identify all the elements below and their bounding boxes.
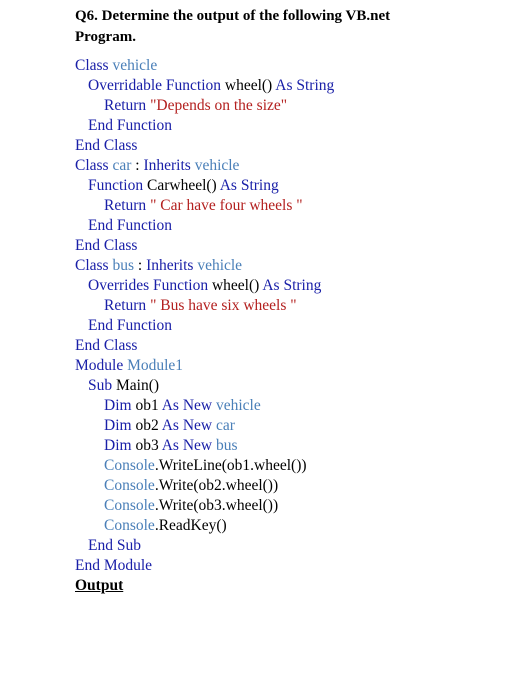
code-line xyxy=(75,496,334,516)
question-heading xyxy=(75,6,485,48)
code-token: .Write(ob3.wheel()) xyxy=(154,497,279,514)
code-token: Inherits xyxy=(146,257,198,274)
code-token: Return xyxy=(104,297,151,314)
code-token: .WriteLine(ob1.wheel()) xyxy=(154,457,307,474)
code-line xyxy=(75,416,334,436)
output-label: Output xyxy=(75,577,124,594)
code-listing xyxy=(75,56,334,596)
code-line xyxy=(75,436,334,456)
code-line xyxy=(75,316,334,336)
code-line xyxy=(75,456,334,476)
code-token: vehicle xyxy=(215,397,261,414)
code-token: ob3 xyxy=(135,437,162,454)
code-token: End Sub xyxy=(88,537,141,554)
code-line xyxy=(75,276,334,296)
code-token: Class xyxy=(75,257,113,274)
code-token: "Depends on the size" xyxy=(150,97,288,114)
code-line xyxy=(75,376,334,396)
code-token: End Function xyxy=(88,317,172,334)
code-token: Carwheel() xyxy=(147,177,220,194)
code-token: As String xyxy=(262,277,322,294)
code-token: End Class xyxy=(75,137,138,154)
question-title-line2: Program. xyxy=(75,29,136,45)
question-title-line1: Q6. Determine the output of the following VB.net xyxy=(75,8,391,24)
code-token: End Function xyxy=(88,217,172,234)
code-token: wheel() xyxy=(224,77,276,94)
code-token: Return xyxy=(104,197,151,214)
code-line xyxy=(75,356,334,376)
code-token: ob2 xyxy=(135,417,162,434)
code-token: .Write(ob2.wheel()) xyxy=(154,477,279,494)
code-token: Overrides Function xyxy=(88,277,212,294)
code-line xyxy=(75,56,334,76)
code-token: As String xyxy=(275,77,335,94)
code-token: Class xyxy=(75,157,113,174)
code-line xyxy=(75,96,334,116)
code-line xyxy=(75,136,334,156)
code-token: car xyxy=(112,157,132,174)
code-token: Console xyxy=(104,517,155,534)
code-token: ob1 xyxy=(135,397,162,414)
code-token: End Module xyxy=(75,557,153,574)
code-token: Dim xyxy=(104,397,136,414)
code-line xyxy=(75,116,334,136)
code-token: Console xyxy=(104,477,155,494)
code-token: : xyxy=(131,157,144,174)
code-token: As String xyxy=(219,177,279,194)
code-token: vehicle xyxy=(112,57,158,74)
code-token: End Function xyxy=(88,117,172,134)
code-line xyxy=(75,196,334,216)
code-token: End Class xyxy=(75,337,138,354)
code-line xyxy=(75,296,334,316)
code-token: End Class xyxy=(75,237,138,254)
code-line xyxy=(75,176,334,196)
code-token: Inherits xyxy=(143,157,195,174)
code-token: .ReadKey() xyxy=(154,517,227,534)
code-token: Dim xyxy=(104,437,136,454)
code-line xyxy=(75,156,334,176)
code-line xyxy=(75,256,334,276)
code-token: vehicle xyxy=(197,257,243,274)
code-token: " Bus have six wheels " xyxy=(150,297,297,314)
code-line xyxy=(75,336,334,356)
code-line xyxy=(75,76,334,96)
code-token: Console xyxy=(104,497,155,514)
code-token: Overridable Function xyxy=(88,77,225,94)
code-line xyxy=(75,556,334,576)
code-line xyxy=(75,216,334,236)
code-line xyxy=(75,516,334,536)
code-token: " Car have four wheels " xyxy=(150,197,303,214)
code-line xyxy=(75,536,334,556)
code-token: Return xyxy=(104,97,151,114)
code-token: As New xyxy=(161,417,216,434)
code-token: As New xyxy=(161,437,216,454)
code-token: As New xyxy=(161,397,216,414)
code-token: Class xyxy=(75,57,113,74)
code-token: Module1 xyxy=(127,357,184,374)
code-token: vehicle xyxy=(194,157,240,174)
code-token: bus xyxy=(112,257,135,274)
code-token: car xyxy=(215,417,235,434)
code-token: Function xyxy=(88,177,147,194)
code-token: Module xyxy=(75,357,128,374)
code-line xyxy=(75,396,334,416)
code-token: Sub xyxy=(88,377,116,394)
code-line xyxy=(75,236,334,256)
code-token: wheel() xyxy=(211,277,263,294)
code-line xyxy=(75,476,334,496)
code-token: Main() xyxy=(116,377,160,394)
code-token: : xyxy=(134,257,147,274)
code-token: bus xyxy=(215,437,238,454)
code-token: Dim xyxy=(104,417,136,434)
code-token: Console xyxy=(104,457,155,474)
